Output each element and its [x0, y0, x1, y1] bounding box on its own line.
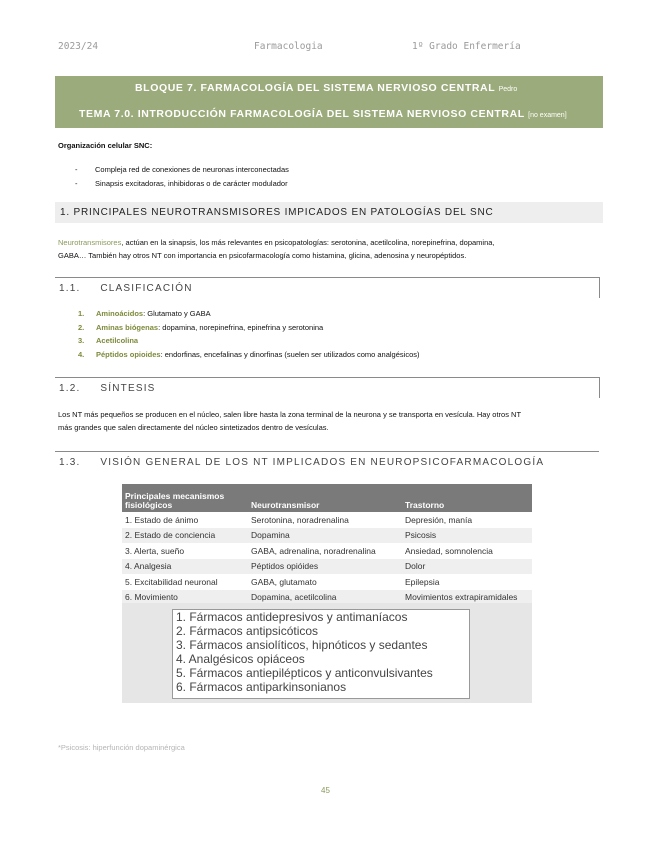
subsection-heading-vision-general: 1.3. VISIÓN GENERAL DE LOS NT IMPLICADOS EN NEUROPSICOFARMACOLOGÍA — [55, 451, 599, 472]
neurotransmitter-table — [122, 484, 532, 605]
list-item: 1. Fármacos antidepresivos y antimaníacos — [176, 610, 408, 624]
topic-title-line — [79, 108, 567, 120]
table-row: 5. Excitabilidad neuronal GABA, glutamato Epilepsia — [122, 574, 532, 590]
list-item: 2. Aminas biógenas: dopamina, norepinefrina, epinefrina y serotonina — [78, 322, 324, 332]
section-heading: 1. PRINCIPALES NEUROTRANSMISORES IMPICADOS EN PATOLOGÍAS DEL SNC — [55, 202, 603, 223]
list-item: 3. Fármacos ansiolíticos, hipnóticos y sedantes — [176, 638, 428, 652]
topic-title: TEMA 7.0. INTRODUCCIÓN FARMACOLOGÍA DEL SISTEMA NERVIOSO CENTRAL — [79, 108, 525, 120]
block-title: BLOQUE 7. FARMACOLOGÍA DEL SISTEMA NERVIOSO CENTRAL — [135, 82, 496, 94]
column-header: Neurotransmisor — [248, 484, 402, 512]
term-neurotransmisores: Neurotransmisores — [58, 238, 122, 247]
list-item: 2. Fármacos antipsicóticos — [176, 624, 319, 638]
table-row: 3. Alerta, sueño GABA, adrenalina, noradrenalina Ansiedad, somnolencia — [122, 543, 532, 559]
intro-heading: Organización celular SNC: — [58, 141, 153, 150]
footnote: *Psicosis: hiperfunción dopaminérgica — [58, 743, 185, 752]
header-course: 1º Grado Enfermería — [412, 41, 521, 52]
drug-groups-panel — [122, 603, 532, 703]
page-number: 45 — [321, 786, 330, 795]
author-name: Pedro — [498, 86, 518, 93]
list-item: 4. Analgésicos opiáceos — [176, 652, 305, 666]
column-header: Trastorno — [402, 484, 532, 512]
exam-note: [no examen] — [528, 112, 567, 119]
chapter-banner — [55, 76, 603, 128]
drug-groups-list — [172, 609, 470, 699]
section1-paragraph: Neurotransmisores, actúan en la sinapsis, los más relevantes en psicopatologías: serotonina, acetilcolina, norepinefrina, dopamina, GABA… También hay otros NT con importancia en psicofarmacología como histamina, glicina, adenosina y neuropéptidos. — [58, 238, 495, 260]
intro-bullet: - Compleja red de conexiones de neuronas interconectadas — [75, 165, 289, 174]
table-row: 6. Movimiento Dopamina, acetilcolina Movimientos extrapiramidales — [122, 590, 532, 606]
list-item: 1. Aminoácidos: Glutamato y GABA — [78, 309, 211, 318]
table-row: 2. Estado de conciencia Dopamina Psicosis — [122, 528, 532, 544]
intro-bullet: - Sinapsis excitadoras, inhibidoras o de carácter modulador — [75, 179, 288, 188]
subsection-heading-sintesis: 1.2. SÍNTESIS — [55, 377, 600, 398]
sintesis-paragraph: Los NT más pequeños se producen en el núcleo, salen libre hasta la zona terminal de la neurona y se transporta en vesícula. Hay otros NT más grandes que salen directamente del núcleo sintetizados dentro de vesículas. — [58, 410, 522, 432]
classification-list — [78, 307, 419, 361]
header-year: 2023/24 — [58, 41, 99, 52]
table-row: 1. Estado de ánimo Serotonina, noradrenalina Depresión, manía — [122, 512, 532, 528]
list-item: 6. Fármacos antiparkinsonianos — [176, 680, 347, 694]
list-item: 3. Acetilcolina — [78, 336, 139, 345]
table-header-row — [122, 484, 532, 512]
subsection-heading-clasificacion: 1.1. CLASIFICACIÓN — [55, 277, 600, 298]
column-header: Principales mecanismos fisiológicos — [122, 484, 248, 512]
header-subject: Farmacologia — [254, 41, 323, 52]
bullet-dash: - — [75, 165, 78, 174]
table-row: 4. Analgesia Péptidos opióides Dolor — [122, 559, 532, 575]
block-title-line — [135, 82, 517, 94]
list-item: 4. Péptidos opioides: endorfinas, encefalinas y dinorfinas (suelen ser utilizados como analgésicos) — [78, 349, 420, 359]
bullet-dash: - — [75, 179, 78, 188]
list-item: 5. Fármacos antiepilépticos y anticonvulsivantes — [176, 666, 433, 680]
